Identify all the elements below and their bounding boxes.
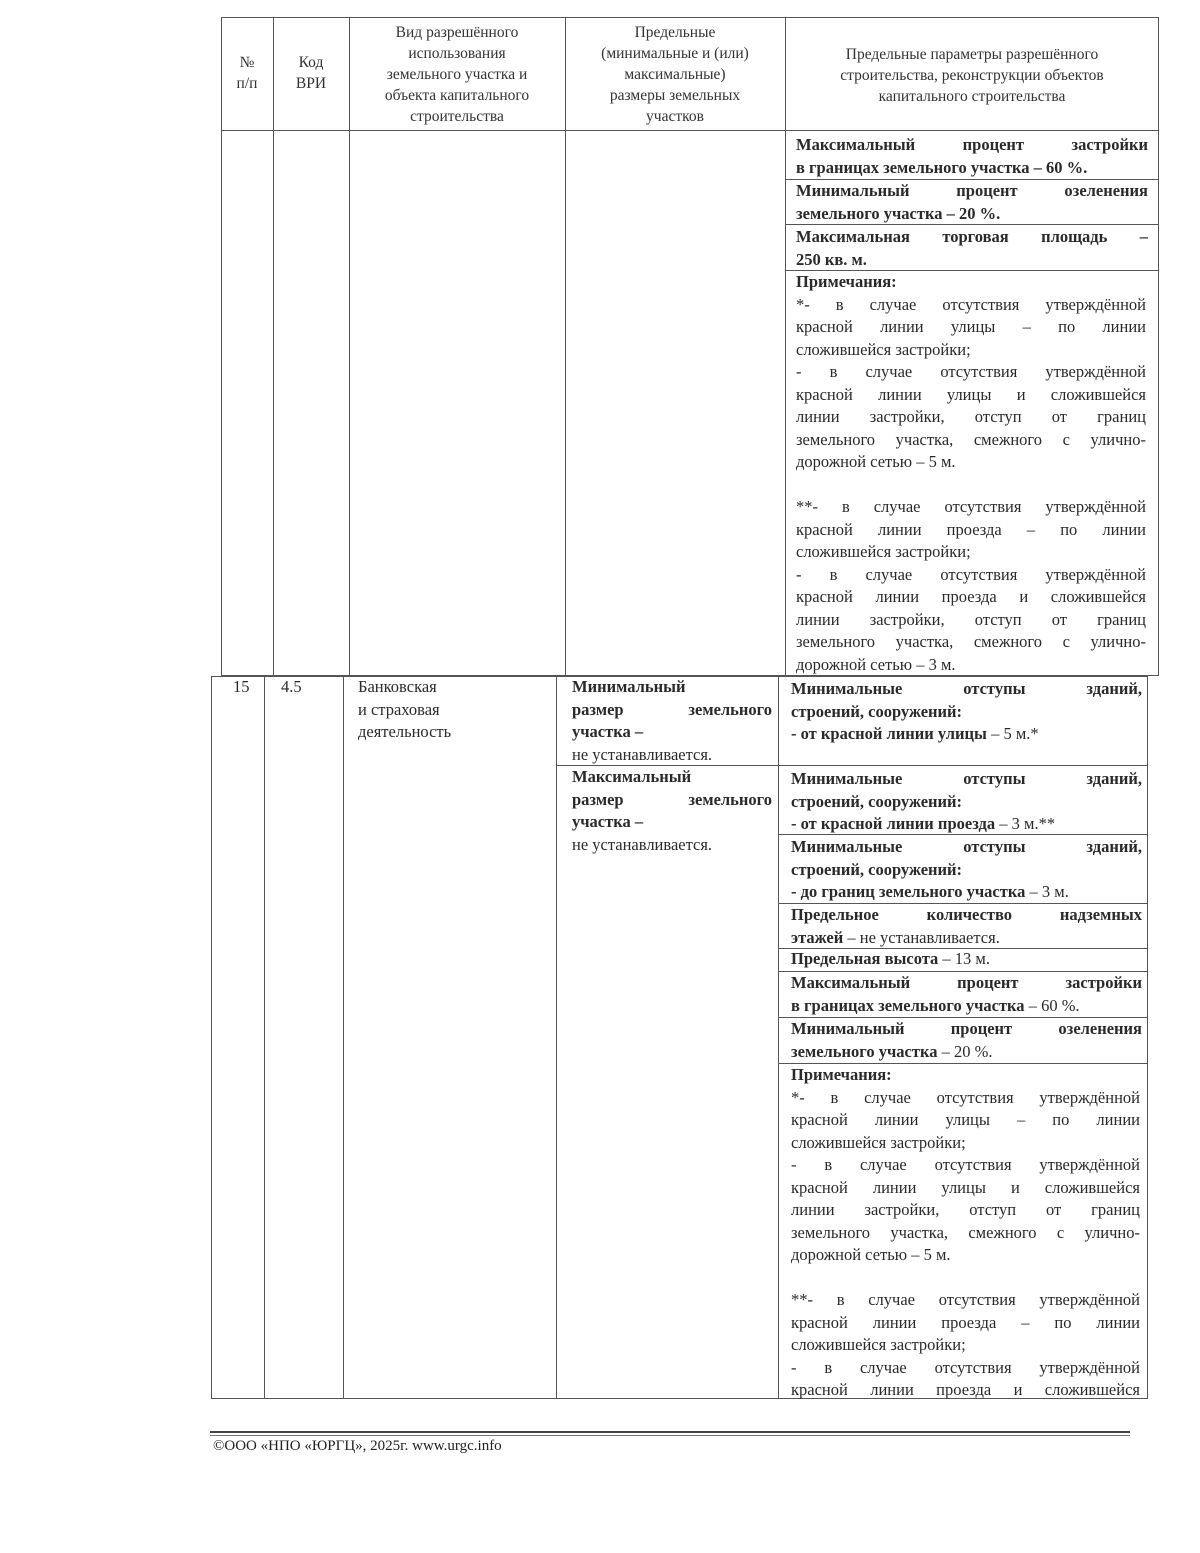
col-divider-3 <box>556 676 557 1399</box>
size-text: не устанавливается. <box>572 834 713 854</box>
note-line: земельного участка, смежного с улично- <box>796 429 1146 449</box>
note-line: красной линии проезда и сложившейся <box>791 1380 1140 1399</box>
header-text: № <box>239 54 255 71</box>
param-text: – 5 м.* <box>986 724 1039 743</box>
param-text: Минимальный процент озеленения <box>791 1019 1142 1038</box>
param-text: в границах земельного участка <box>791 995 1025 1015</box>
header-text: строительства <box>410 108 504 125</box>
note-line: - в случае отсутствия утверждённой <box>796 362 1146 381</box>
param-text: строений, сооружений: <box>791 859 963 879</box>
row15-param-street-setback <box>791 678 1142 746</box>
param-text: Максимальный процент застройки <box>796 135 1148 154</box>
param-text: в границах земельного участка – 60 %. <box>796 157 1088 177</box>
note-line: красной линии проезда – по линии <box>791 1312 1140 1332</box>
header-col-num <box>221 52 273 94</box>
note-line: красной линии улицы – по линии <box>791 1110 1140 1129</box>
param-text: Минимальные отступы зданий, <box>791 769 1142 788</box>
note-spacer <box>796 474 1146 497</box>
row15-type <box>358 676 548 744</box>
note-line: красной линии проезда и сложившейся <box>796 587 1146 606</box>
header-text: максимальные) <box>624 66 726 83</box>
note-line: **- в случае отсутствия утверждённой <box>791 1290 1140 1309</box>
row15-notes <box>791 1064 1140 1402</box>
row15-param-plot-setback <box>791 836 1142 904</box>
note-line: линии застройки, отступ от границ <box>791 1200 1140 1219</box>
top-notes <box>796 271 1146 676</box>
param-text: – 3 м.** <box>995 814 1056 833</box>
note-spacer <box>791 1267 1140 1290</box>
header-col-size <box>565 22 785 127</box>
param-text: этажей <box>791 927 844 947</box>
param-text: - до границ земельного участка <box>791 882 1026 901</box>
col-divider-2 <box>343 676 344 1399</box>
type-text: и страховая <box>358 699 440 719</box>
row15-param-height <box>791 948 1142 971</box>
note-line: - в случае отсутствия утверждённой <box>791 1155 1140 1174</box>
size-text: участка – <box>572 812 644 831</box>
footer-copyright: ©ООО «НПО «ЮРГЦ», 2025г. www.urgc.info <box>213 1438 502 1454</box>
header-col-code <box>273 52 349 94</box>
note-line: *- в случае отсутствия утверждённой <box>791 1087 1140 1107</box>
row15-param-floors <box>791 904 1142 949</box>
row15-size-min <box>572 676 772 766</box>
note-line: дорожной сетью – 5 м. <box>796 452 956 471</box>
header-text: Предельные <box>634 24 716 41</box>
col-divider-1 <box>273 17 274 676</box>
param-text: Предельное количество надземных <box>791 905 1142 924</box>
header-text: (минимальные и (или) <box>601 45 749 62</box>
header-text: Код <box>298 54 324 71</box>
note-line: красной линии улицы и сложившейся <box>796 384 1146 404</box>
param-text: – 3 м. <box>1025 882 1069 901</box>
note-line: сложившейся застройки; <box>796 542 971 561</box>
note-line: сложившейся застройки; <box>791 1335 966 1354</box>
param-text: земельного участка – 20 %. <box>796 203 1001 223</box>
row15-code: 4.5 <box>281 677 302 696</box>
param-text: - от красной линии улицы <box>791 724 987 743</box>
top-param-build-percent <box>796 134 1148 179</box>
top-param-trade-area <box>796 226 1148 271</box>
note-line: дорожной сетью – 5 м. <box>791 1245 951 1264</box>
param-text: – 20 %. <box>937 1041 993 1061</box>
size-text: размер земельного <box>572 789 772 809</box>
note-line: сложившейся застройки; <box>796 339 971 359</box>
param-text: Предельная высота <box>791 949 939 968</box>
footer-rule <box>210 1431 1130 1433</box>
param-text: земельного участка <box>791 1041 938 1061</box>
notes-title: Примечания: <box>791 1065 892 1084</box>
param-text: Минимальные отступы зданий, <box>791 837 1142 856</box>
size-text: размер земельного <box>572 699 772 719</box>
row15-size-max <box>572 766 772 856</box>
note-line: земельного участка, смежного с улично- <box>791 1222 1140 1242</box>
param-text: строений, сооружений: <box>791 791 963 811</box>
row15-param-build-percent <box>791 972 1142 1017</box>
size-text: Минимальный <box>572 677 686 696</box>
param-text: – 60 %. <box>1024 995 1080 1015</box>
param-text: строений, сооружений: <box>791 701 963 721</box>
param-text: – 13 м. <box>938 949 990 968</box>
header-text: ВРИ <box>295 75 327 92</box>
note-line: сложившейся застройки; <box>791 1132 966 1152</box>
param-text: Максимальный процент застройки <box>791 973 1142 992</box>
header-col-type <box>349 22 565 127</box>
col-divider-1 <box>264 676 265 1399</box>
header-text: строительства, реконструкции объектов <box>840 67 1104 84</box>
note-line: красной линии проезда – по линии <box>796 519 1146 539</box>
size-text: не устанавливается. <box>572 744 713 764</box>
note-line: линии застройки, отступ от границ <box>796 609 1146 629</box>
note-line: красной линии улицы и сложившейся <box>791 1177 1140 1197</box>
notes-title: Примечания: <box>796 272 897 291</box>
note-line: красной линии улицы – по линии <box>796 317 1146 336</box>
header-text: размеры земельных <box>609 87 741 104</box>
header-text: использования <box>408 45 506 62</box>
row15-param-green-percent <box>791 1018 1142 1063</box>
note-line: - в случае отсутствия утверждённой <box>796 564 1146 584</box>
param-text: 250 кв. м. <box>796 249 867 269</box>
param-text: - от красной линии проезда <box>791 814 996 833</box>
param-text: Минимальные отступы зданий, <box>791 679 1142 698</box>
header-text: земельного участка и <box>386 66 528 83</box>
header-text: объекта капитального <box>384 87 530 104</box>
size-text: участка – <box>572 722 644 741</box>
note-line: *- в случае отсутствия утверждённой <box>796 294 1146 314</box>
row15-number: 15 <box>233 677 250 696</box>
note-line: дорожной сетью – 3 м. <box>796 654 956 674</box>
param-text: Максимальная торговая площадь – <box>796 227 1148 246</box>
header-text: участков <box>646 108 704 125</box>
type-text: деятельность <box>358 722 452 741</box>
header-text: капитального строительства <box>878 88 1066 105</box>
header-text: Вид разрешённого <box>395 24 519 41</box>
col-divider-4 <box>778 676 779 1399</box>
note-line: - в случае отсутствия утверждённой <box>791 1357 1140 1377</box>
col-divider-4 <box>785 17 786 676</box>
param-text: Минимальный процент озеленения <box>796 181 1148 200</box>
note-line: земельного участка, смежного с улично- <box>796 632 1146 651</box>
row15-param-passage-setback <box>791 768 1142 836</box>
header-text: Предельные параметры разрешённого <box>845 46 1099 63</box>
size-text: Максимальный <box>572 767 692 786</box>
note-line: **- в случае отсутствия утверждённой <box>796 497 1146 516</box>
header-divider <box>221 130 1159 131</box>
type-text: Банковская <box>358 677 437 696</box>
header-text: п/п <box>236 75 258 92</box>
note-line: линии застройки, отступ от границ <box>796 407 1146 426</box>
top-param-green-percent <box>796 180 1148 225</box>
header-col-params <box>785 44 1159 107</box>
param-text: – не устанавливается. <box>843 927 1000 947</box>
